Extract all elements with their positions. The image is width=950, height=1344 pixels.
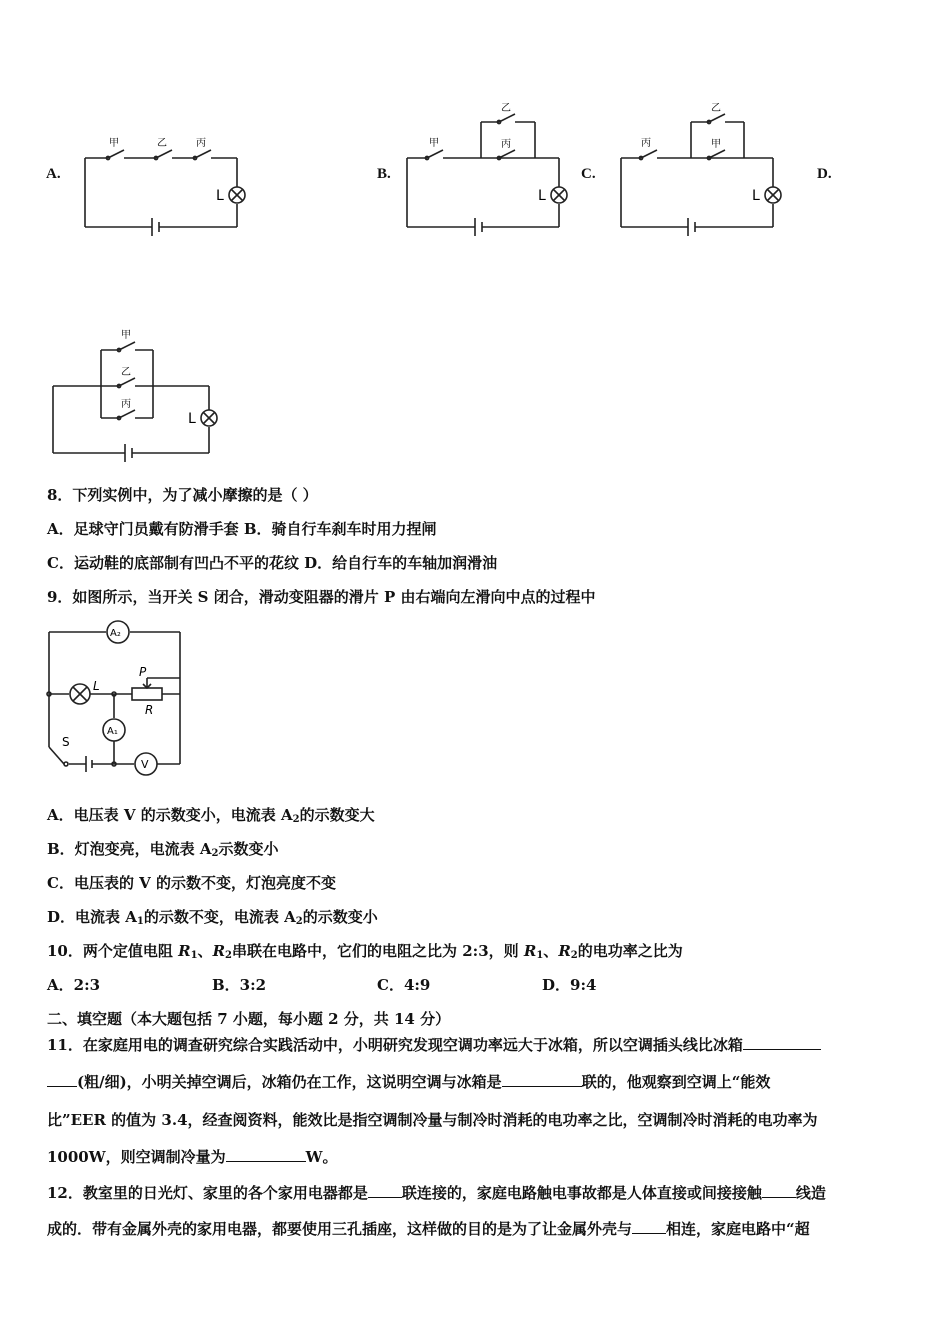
- q12-line-1: 12．教室里的日光灯、家里的各个家用电器都是 联连接的，家庭电路触电事故都是人体直接或间接接触 线造: [47, 1184, 826, 1202]
- circuit-diagram-a: [80, 130, 260, 240]
- q11-line-4: 1000W，则空调制冷量为 W。: [47, 1148, 338, 1166]
- switch-bing-label: 丙: [196, 138, 206, 149]
- switch-jia-label: 甲: [711, 139, 721, 150]
- q11-blank-2[interactable]: [502, 1072, 582, 1087]
- option-a-label: A.: [46, 166, 61, 182]
- q10-option-c: C．4:9: [377, 976, 431, 994]
- q12-blank-2[interactable]: [762, 1183, 796, 1198]
- circuit-diagram-d: [48, 326, 228, 466]
- q8-options-ab: A．足球守门员戴有防滑手套 B．骑自行车刹车时用力捏闸: [47, 520, 437, 538]
- option-d-label: D.: [817, 166, 832, 182]
- switch-yi-label: 乙: [711, 103, 721, 114]
- section-heading: 二、填空题（本大题包括 7 小题，每小题 2 分，共 14 分）: [47, 1010, 451, 1028]
- q9-option-c: C．电压表的 V 的示数不变，灯泡亮度不变: [47, 874, 337, 892]
- q12-blank-1[interactable]: [368, 1183, 402, 1198]
- q11-blank-1[interactable]: [743, 1035, 821, 1050]
- q10-stem: 10．两个定值电阻 $R_1$、$R_2$串联在电路中，它们的电阻之比为 2:3，则 $R_1$、$R_2$的电功率之比为: [47, 942, 683, 961]
- option-c-label: C.: [581, 166, 596, 182]
- q10-option-d: D．9:4: [542, 976, 597, 994]
- q9-option-d: D．电流表 $A_1$的示数不变，电流表 $A_2$的示数变小: [47, 908, 378, 927]
- circuit-diagram-c: [616, 100, 796, 240]
- ammeter-a1-label: A₁: [107, 726, 118, 737]
- option-b-label: B.: [377, 166, 391, 182]
- q9-stem: 9．如图所示，当开关 S 闭合，滑动变阻器的滑片 P 由右端向左滑向中点的过程中: [47, 588, 596, 606]
- q12-line-2: 成的．带有金属外壳的家用电器，都要使用三孔插座，这样做的目的是为了让金属外壳与 相连，家庭电路中“超: [47, 1220, 810, 1238]
- switch-jia-label: 甲: [121, 330, 131, 341]
- q9-circuit-figure: [44, 622, 194, 772]
- rheostat-r-label: R: [145, 703, 154, 717]
- lamp-l-label: L: [93, 679, 100, 693]
- q11-blank-1-cont[interactable]: [47, 1072, 77, 1087]
- q11-line-2: (粗/细)，小明关掉空调后，冰箱仍在工作，这说明空调与冰箱是 联的，他观察到空调上“能效: [47, 1072, 770, 1092]
- q9-option-a: A．电压表 V 的示数变小，电流表 $A_2$的示数变大: [47, 806, 375, 825]
- switch-bing-label: 丙: [641, 138, 651, 149]
- q12-blank-3[interactable]: [632, 1219, 666, 1234]
- switch-bing-label: 丙: [501, 139, 511, 150]
- switch-yi-label: 乙: [157, 138, 167, 149]
- lamp-label: L: [752, 188, 760, 204]
- voltmeter-label: V: [141, 758, 149, 771]
- switch-jia-label: 甲: [429, 138, 439, 149]
- switch-yi-label: 乙: [121, 367, 131, 378]
- switch-s-label: S: [62, 735, 70, 749]
- lamp-label: L: [538, 188, 546, 204]
- switch-bing-label: 丙: [121, 399, 131, 410]
- slider-p-label: P: [139, 665, 147, 679]
- q11-blank-3[interactable]: [226, 1147, 306, 1162]
- q9-option-b: B．灯泡变亮，电流表 $A_2$示数变小: [47, 840, 279, 859]
- q11-line-1: 11．在家庭用电的调查研究综合实践活动中，小明研究发现空调功率远大于冰箱，所以空调插头线比冰箱: [47, 1035, 821, 1055]
- lamp-label: L: [216, 188, 224, 204]
- circuit-diagram-b: [402, 100, 582, 240]
- q8-stem: 8．下列实例中，为了减小摩擦的是（ ）: [47, 486, 318, 504]
- ammeter-a2-label: A₂: [110, 628, 121, 639]
- switch-yi-label: 乙: [501, 103, 511, 114]
- q10-option-b: B．3:2: [212, 976, 267, 994]
- switch-jia-label: 甲: [109, 138, 119, 149]
- q8-options-cd: C．运动鞋的底部制有凹凸不平的花纹 D．给自行车的车轴加润滑油: [47, 554, 498, 572]
- lamp-label: L: [188, 411, 196, 427]
- q11-line-3: 比”EER 的值为 3.4，经查阅资料，能效比是指空调制冷量与制冷时消耗的电功率之比，空调制冷时消耗的电功率为: [47, 1111, 818, 1129]
- q10-option-a: A．2:3: [47, 976, 101, 994]
